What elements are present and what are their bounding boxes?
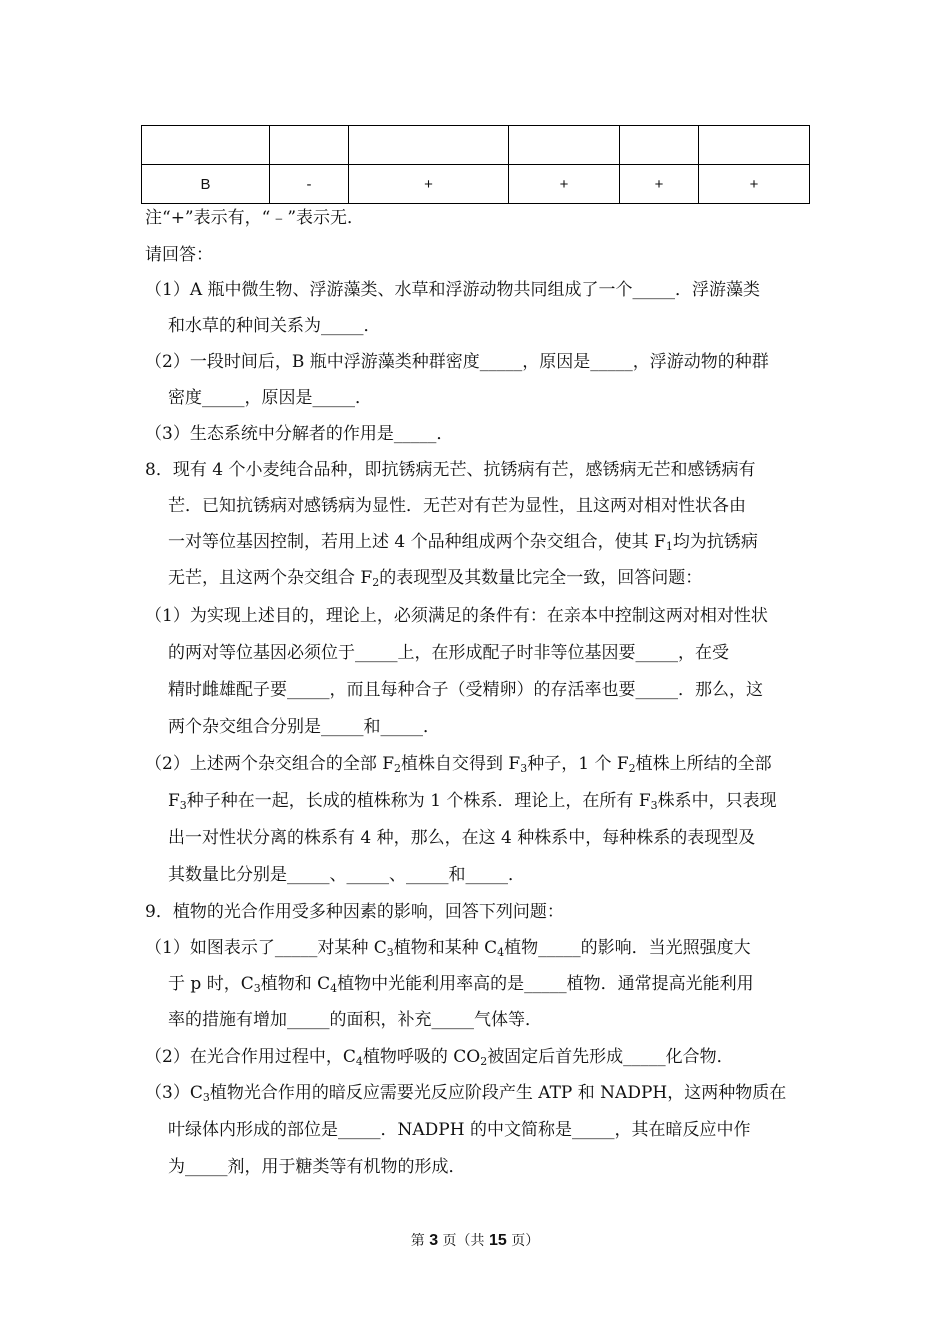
question-8-2-line-1	[145, 753, 772, 775]
question-7-1-line-1: （1）A 瓶中微生物、浮游藻类、水草和浮游动物共同组成了一个_____．浮游藻类	[145, 280, 760, 300]
text: 页）	[506, 1233, 540, 1249]
page-footer	[0, 1230, 950, 1250]
text: 植物中光能利用率高的是_____植物．通常提高光能利用	[337, 974, 754, 994]
table-cell: +	[620, 165, 699, 204]
text: （2）上述两个杂交组合的全部 F	[145, 754, 395, 774]
question-9-1-line-1	[145, 937, 751, 959]
text: 种子种在一起，长成的植株称为 1 个株系．理论上，在所有 F	[186, 791, 651, 811]
subscript: 2	[394, 762, 402, 775]
text: 种子，1 个 F	[527, 754, 629, 774]
table-cell	[142, 126, 270, 165]
text: 页（共	[438, 1233, 489, 1249]
subscript: 4	[497, 946, 505, 959]
question-9-3-line-3: 为_____剂，用于糖类等有机物的形成．	[168, 1157, 466, 1177]
table-cell	[509, 126, 620, 165]
text: 植物光合作用的暗反应需要光反应阶段产生 ATP 和 NADPH，这两种物质在	[209, 1083, 787, 1103]
subscript: 4	[355, 1055, 363, 1068]
table-cell	[699, 126, 810, 165]
text: 一对等位基因控制，若用上述 4 个品种组成两个杂交组合，使其 F	[168, 532, 666, 552]
text: 被固定后首先形成_____化合物．	[487, 1047, 734, 1067]
text: 植株自交得到 F	[401, 754, 521, 774]
question-9-1-line-2	[168, 973, 754, 995]
table-cell	[270, 126, 349, 165]
question-7-3: （3）生态系统中分解者的作用是_____．	[145, 424, 454, 444]
subscript: 2	[480, 1055, 488, 1068]
subscript: 1	[665, 540, 673, 553]
question-7-2-line-2: 密度_____，原因是_____．	[168, 388, 372, 408]
text: 株系中，只表现	[657, 791, 777, 811]
subscript: 3	[179, 799, 187, 812]
text: （3）C	[145, 1083, 203, 1103]
question-8-line-3	[168, 531, 758, 553]
table-cell	[620, 126, 699, 165]
table-cell: +	[349, 165, 509, 204]
question-8-1-line-3: 精时雌雄配子要_____，而且每种合子（受精卵）的存活率也要_____．那么，这	[168, 680, 763, 700]
question-8-2-line-3: 出一对性状分离的株系有 4 种，那么，在这 4 种株系中，每种株系的表现型及	[168, 828, 756, 848]
text: （2）在光合作用过程中，C	[145, 1047, 356, 1067]
page-total: 15	[489, 1232, 507, 1249]
observation-table	[141, 125, 810, 204]
text: 植物和 C	[260, 974, 331, 994]
text: 的表现型及其数量比完全一致，回答问题：	[379, 568, 703, 588]
question-8-line-2: 芒．已知抗锈病对感锈病为显性．无芒对有芒为显性，且这两对相对性状各由	[168, 496, 746, 516]
question-9-1-line-3: 率的措施有增加_____的面积，补充_____气体等．	[168, 1010, 542, 1030]
subscript: 3	[253, 982, 261, 995]
subscript: 3	[386, 946, 394, 959]
question-8-1-line-4: 两个杂交组合分别是_____和_____．	[168, 717, 440, 737]
question-8-1-line-2: 的两对等位基因必须位于_____上，在形成配子时非等位基因要_____，在受	[168, 643, 729, 663]
subscript: 3	[650, 799, 658, 812]
table-cell: +	[699, 165, 810, 204]
question-8-line-4	[168, 567, 702, 589]
table-note: 注“+”表示有，“﹣”表示无．	[145, 208, 365, 228]
subscript: 2	[628, 762, 636, 775]
text: 无芒，且这两个杂交组合 F	[168, 568, 373, 588]
question-8-1-line-1: （1）为实现上述目的，理论上，必须满足的条件有：在亲本中控制这两对相对性状	[145, 606, 768, 626]
table-row	[142, 126, 810, 165]
subscript: 3	[520, 762, 528, 775]
question-8-line-1: 8．现有 4 个小麦纯合品种，即抗锈病无芒、抗锈病有芒，感锈病无芒和感锈病有	[145, 460, 756, 480]
text: （1）如图表示了_____对某种 C	[145, 938, 387, 958]
question-7-2-line-1: （2）一段时间后，B 瓶中浮游藻类种群密度_____，原因是_____，浮游动物的种群	[145, 352, 769, 372]
table-cell	[349, 126, 509, 165]
text: 植株上所结的全部	[635, 754, 772, 774]
question-9-3-line-2: 叶绿体内形成的部位是_____．NADPH 的中文简称是_____，其在暗反应中作	[168, 1120, 751, 1140]
subscript: 3	[202, 1091, 210, 1104]
table-cell: B	[142, 165, 270, 204]
question-9-3-line-1	[145, 1082, 786, 1104]
page-number: 3	[429, 1232, 439, 1249]
text: 第	[410, 1233, 430, 1249]
table-cell: -	[270, 165, 349, 204]
question-9: 9．植物的光合作用受多种因素的影响，回答下列问题：	[145, 902, 564, 922]
question-9-2	[145, 1046, 734, 1068]
subscript: 4	[330, 982, 338, 995]
table-cell: +	[509, 165, 620, 204]
answer-prompt: 请回答：	[145, 245, 213, 265]
text: 植物和某种 C	[393, 938, 498, 958]
question-8-2-line-4: 其数量比分别是_____、_____、_____和_____．	[168, 865, 525, 885]
text: 植物_____的影响．当光照强度大	[504, 938, 751, 958]
text: 植物呼吸的 CO	[362, 1047, 481, 1067]
text: F	[168, 791, 180, 811]
question-8-2-line-2	[168, 790, 777, 812]
text: 于 p 时，C	[168, 974, 254, 994]
text: 均为抗锈病	[672, 532, 758, 552]
subscript: 2	[372, 576, 380, 589]
question-7-1-line-2: 和水草的种间关系为_____．	[168, 316, 381, 336]
table-row	[142, 165, 810, 204]
